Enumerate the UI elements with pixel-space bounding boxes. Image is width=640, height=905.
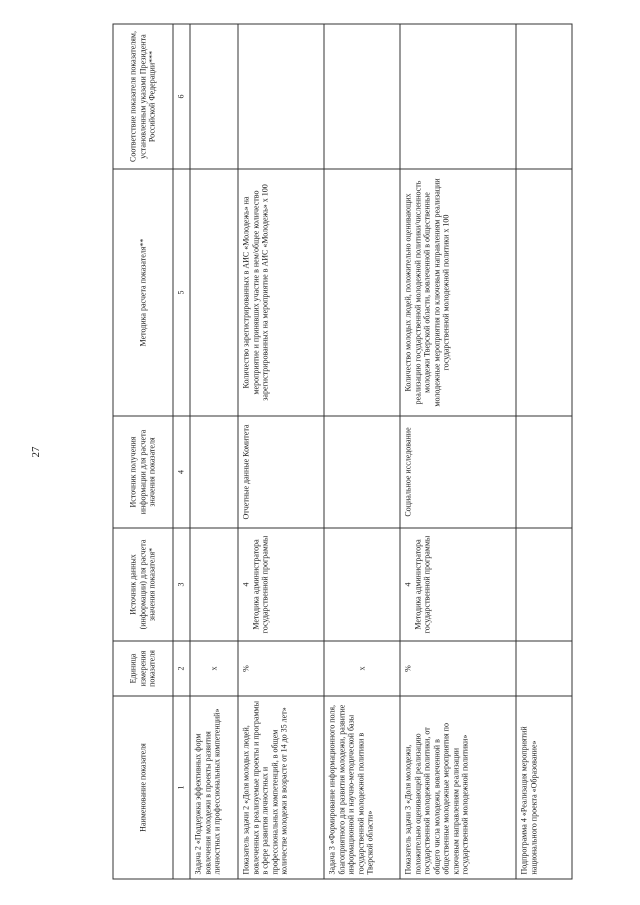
column-numbers-row [173,24,190,879]
header-data-source: Источник данных (информации) для расчета значения показателя* [113,528,173,641]
column-number: 4 [173,416,190,528]
info-source-cell: Социальное исследование [400,416,516,528]
info-source-cell: Отчетные данные Комитета [238,416,324,528]
unit-cell: х [324,641,400,696]
header-info-source: Источник получения информации для расчета значения показателя [113,416,173,528]
table-row [516,24,572,879]
unit-cell: х [190,641,238,696]
method-cell [190,169,238,416]
data-source-cell [190,528,238,641]
data-source-cell [516,528,572,641]
indicator-name-cell: Показатель задачи 2 «Доля молодых людей, вовлеченных в реализуемые проекты и программы в сфере развития личностных и профессиональных компетенций, в общем количестве молодежи в возрасте от 14 до 35 лет» [238,696,324,879]
page-number: 27 [30,446,42,458]
header-indicator-name: Наименование показателя [113,696,173,879]
info-source-cell [190,416,238,528]
data-source-cell: 4 Методика администратора государственной программы [400,528,516,641]
method-cell [516,169,572,416]
compliance-cell [516,24,572,169]
table-row [324,24,400,879]
unit-cell: % [238,641,324,696]
compliance-cell [400,24,516,169]
indicator-name-cell: Подпрограмма 4 «Реализация мероприятий национального проекта «Образование» [516,696,572,879]
method-cell: Количество молодых людей, положительно оценивающих реализацию государственной молодежной политики/численность молодежи Тверской области, вовлеченной в общественные молодежные мероприятия по ключевым направлениям реализации государственной молодежной политики х 100 [400,169,516,416]
info-source-cell [516,416,572,528]
header-unit: Единица измерения показателя [113,641,173,696]
data-source-cell [324,528,400,641]
table-row [238,24,324,879]
column-number: 6 [173,24,190,169]
compliance-cell [324,24,400,169]
indicators-table [112,24,572,880]
column-number: 2 [173,641,190,696]
rotated-table-container [112,25,568,880]
compliance-cell [190,24,238,169]
indicator-name-cell: Задача 2 «Поддержка эффективных форм вовлечения молодежи в проекты развития личностных и профессиональных компетенций» [190,696,238,879]
table-row [190,24,238,879]
method-cell [324,169,400,416]
column-number: 1 [173,696,190,879]
table-header-row [113,24,173,879]
unit-cell [516,641,572,696]
data-source-cell: 4 Методика администратора государственной программы [238,528,324,641]
unit-cell: % [400,641,516,696]
info-source-cell [324,416,400,528]
header-method: Методика расчета показателя** [113,169,173,416]
indicator-name-cell: Задача 3 «Формирование информационного поля, благоприятного для развития молодежи, развитие информационной и научно-методической базы государственной молодежной политики в Тверской области» [324,696,400,879]
compliance-cell [238,24,324,169]
column-number: 5 [173,169,190,416]
header-compliance: Соответствие показателя показателям, установленным указами Президента Российской Федерации*** [113,24,173,169]
method-cell: Количество зарегистрированных в АИС «Молодежь» на мероприятие и принявших участие в нем/общее количество зарегистрированных на мероприятие в АИС «Молодежь» х 100 [238,169,324,416]
indicator-name-cell: Показатель задачи 3 «Доля молодежи, положительно оценивающей реализацию государственной молодежной политики, от общего числа молодежи, вовлеченной в общественные молодежные мероприятия по ключевым направлениям реализации государственной молодежной политики» [400,696,516,879]
column-number: 3 [173,528,190,641]
table-row [400,24,516,879]
